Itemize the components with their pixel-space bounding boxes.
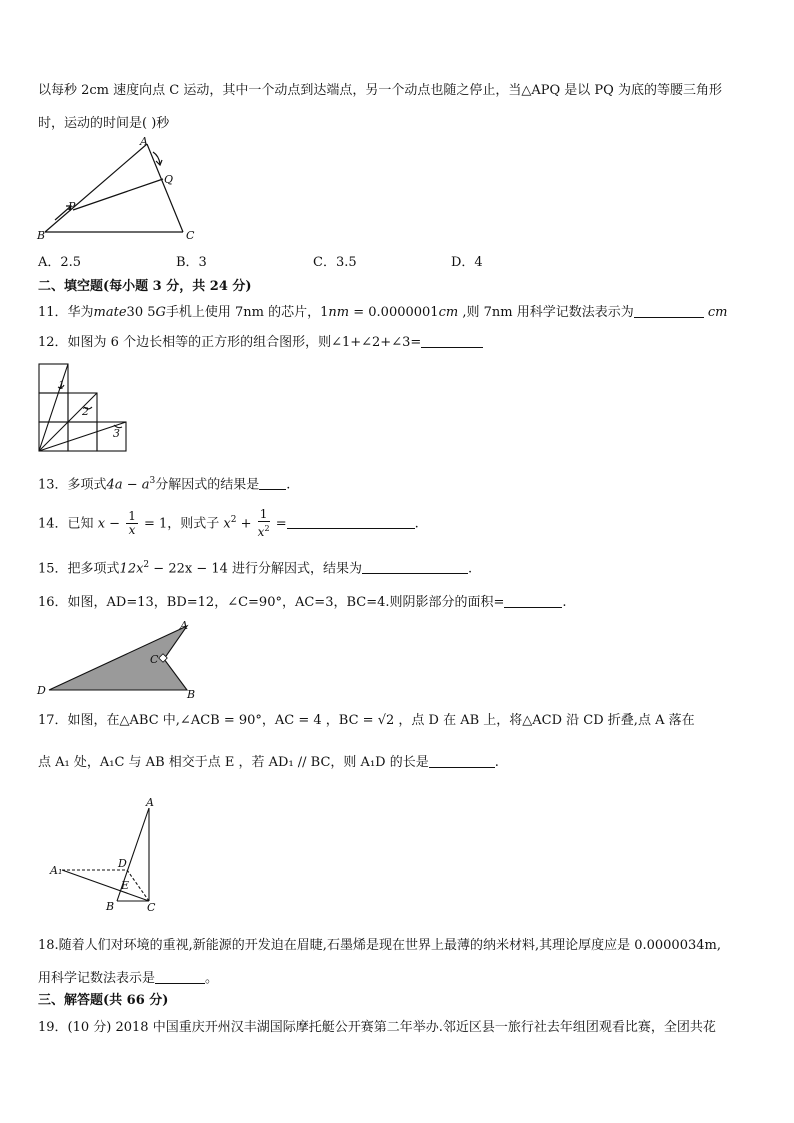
option-c: C．3.5 bbox=[313, 255, 357, 270]
label-A: A bbox=[140, 135, 148, 148]
q14-den2: x bbox=[257, 525, 265, 540]
q11-unit: cm bbox=[707, 305, 728, 320]
q11-cm: cm bbox=[438, 305, 459, 320]
q11-eq: = 0.0000001 bbox=[349, 305, 439, 320]
triangle-apq-figure bbox=[35, 136, 205, 241]
q14-x2: x bbox=[223, 516, 231, 532]
q11-answer-blank[interactable] bbox=[634, 303, 704, 318]
q15-expr: 12x bbox=[119, 561, 144, 577]
question-11 bbox=[38, 303, 727, 322]
label-A1: A₁ bbox=[50, 864, 63, 877]
q11-g: G bbox=[155, 305, 166, 320]
option-b: B．3 bbox=[176, 255, 207, 270]
q18-line2-pre: 用科学记数法表示是 bbox=[38, 971, 156, 986]
label-P: P bbox=[68, 200, 76, 213]
question-14 bbox=[38, 505, 419, 539]
label-A: A bbox=[146, 796, 154, 809]
question-17-line-1: 17．如图，在△ABC 中,∠ACB = 90°，AC = 4 ，BC = √2 ，点 D 在 AB 上，将△ACD 沿 CD 折叠,点 A 落在 bbox=[38, 713, 695, 728]
q14-plus: + bbox=[240, 516, 252, 532]
q13-expr: 4a − a bbox=[106, 477, 150, 493]
question-13 bbox=[38, 472, 290, 494]
option-a: A．2.5 bbox=[38, 255, 82, 270]
question-17-line-2 bbox=[38, 753, 499, 772]
q18-line2-end: 。 bbox=[205, 971, 219, 986]
q14-pre: 14．已知 bbox=[38, 516, 94, 532]
q11-mate: mate bbox=[93, 305, 127, 320]
folding-triangle-figure bbox=[48, 798, 178, 913]
q15-rest: − 22x − 14 进行分解因式，结果为 bbox=[149, 561, 363, 577]
q14-end: . bbox=[414, 516, 419, 532]
question-19: 19．(10 分) 2018 中国重庆开州汉丰湖国际摩托艇公开赛第二年举办.邻近区县一旅行社去年组团观看比赛，全团共花 bbox=[38, 1020, 716, 1035]
q14-fraction-2 bbox=[258, 508, 270, 539]
q14-x: x − bbox=[97, 516, 121, 532]
q12-text: 12．如图为 6 个边长相等的正方形的组合图形，则∠1+∠2+∠3= bbox=[38, 335, 422, 350]
section-3-heading: 三、解答题(共 66 分) bbox=[38, 993, 169, 1008]
q11-post: ,则 7nm 用科学记数法表示为 bbox=[458, 305, 634, 320]
q12-answer-blank[interactable] bbox=[421, 333, 483, 348]
q13-pre: 13．多项式 bbox=[38, 477, 107, 493]
label-Q: Q bbox=[164, 173, 174, 186]
label-B: B bbox=[187, 688, 196, 701]
q14-eq2: = bbox=[275, 516, 287, 532]
label-C: C bbox=[150, 653, 159, 666]
q14-den2-exp: 2 bbox=[264, 524, 270, 534]
label-C: C bbox=[186, 229, 195, 242]
q13-post: 分解因式的结果是 bbox=[155, 477, 260, 493]
question-15 bbox=[38, 556, 472, 578]
q11-pre: 11．华为 bbox=[38, 305, 94, 320]
q13-end: . bbox=[286, 477, 291, 493]
q14-exp: 2 bbox=[230, 515, 237, 525]
q15-answer-blank[interactable] bbox=[362, 559, 468, 574]
question-12 bbox=[38, 333, 483, 352]
q16-text: 16．如图，AD=13，BD=12，∠C=90°，AC=3，BC=4.则阴影部分的面积= bbox=[38, 595, 505, 610]
q14-answer-blank[interactable] bbox=[287, 514, 415, 529]
question-16 bbox=[38, 593, 567, 612]
q17-line2-end: . bbox=[494, 755, 499, 770]
option-d: D．4 bbox=[451, 255, 483, 270]
q13-exp: 3 bbox=[149, 476, 156, 486]
angle-label-3: 3 bbox=[113, 427, 120, 440]
question-18-line-2 bbox=[38, 969, 218, 988]
q16-answer-blank[interactable] bbox=[504, 593, 562, 608]
six-squares-figure bbox=[38, 363, 130, 455]
q14-eq: = 1，则式子 bbox=[143, 516, 220, 532]
shaded-triangle-figure bbox=[35, 618, 205, 701]
q14-fraction-1 bbox=[126, 510, 138, 537]
triangle-lines bbox=[45, 144, 183, 232]
q11-nm: nm bbox=[328, 305, 350, 320]
q13-answer-blank[interactable] bbox=[259, 475, 286, 490]
label-B: B bbox=[37, 229, 46, 242]
label-E: E bbox=[121, 879, 130, 892]
q15-exp: 2 bbox=[143, 560, 150, 570]
q17-line2-pre: 点 A₁ 处，A₁C 与 AB 相交于点 E ，若 AD₁ // BC，则 A₁D 的长是 bbox=[38, 755, 429, 770]
problem-intro-line-2: 时，运动的时间是( )秒 bbox=[38, 116, 170, 131]
section-2-heading: 二、填空题(每小题 3 分，共 24 分) bbox=[38, 279, 252, 294]
q14-den: x bbox=[128, 523, 136, 538]
q14-num: 1 bbox=[128, 509, 136, 524]
angle-label-2: 2 bbox=[82, 405, 89, 418]
label-B: B bbox=[106, 900, 115, 913]
q11-mid2: 手机上使用 7nm 的芯片，1 bbox=[165, 305, 329, 320]
label-D: D bbox=[37, 684, 46, 697]
q18-answer-blank[interactable] bbox=[155, 969, 205, 984]
q14-num2: 1 bbox=[258, 508, 270, 522]
q11-mid: 30 5 bbox=[126, 305, 156, 320]
q15-end: . bbox=[468, 561, 473, 577]
q17-answer-blank[interactable] bbox=[429, 753, 495, 768]
question-18-line-1: 18.随着人们对环境的重视,新能源的开发迫在眉睫,石墨烯是现在世界上最薄的纳米材料,其理论厚度应是 0.0000034m, bbox=[38, 938, 721, 953]
q16-end: . bbox=[562, 595, 567, 610]
q15-pre: 15．把多项式 bbox=[38, 561, 120, 577]
angle-label-1: 1 bbox=[58, 379, 65, 392]
label-C: C bbox=[147, 901, 156, 914]
label-D: D bbox=[118, 857, 127, 870]
problem-intro-line-1: 以每秒 2cm 速度向点 C 运动，其中一个动点到达端点，另一个动点也随之停止，当△APQ 是以 PQ 为底的等腰三角形 bbox=[38, 83, 722, 98]
label-A: A bbox=[180, 619, 188, 632]
